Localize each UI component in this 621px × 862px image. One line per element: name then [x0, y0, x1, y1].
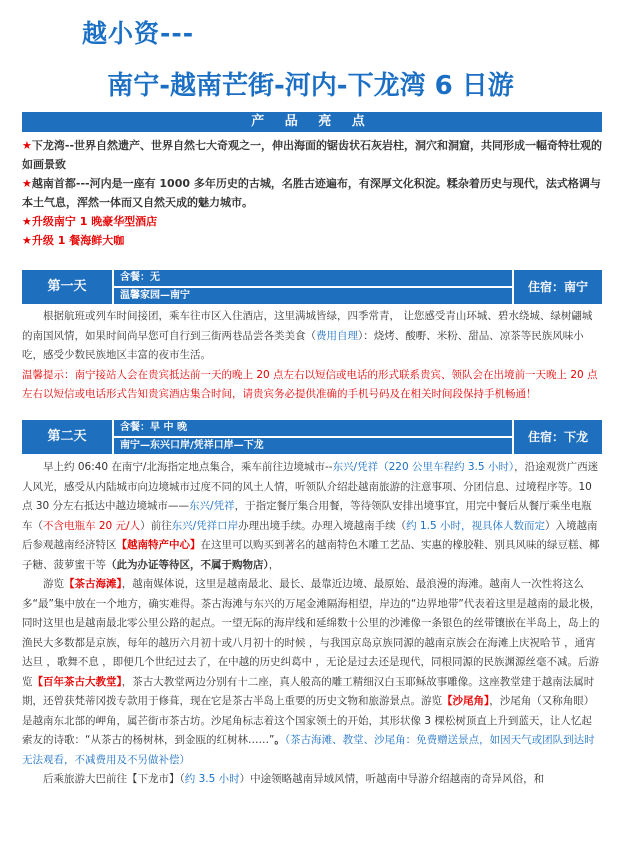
- text-segment: ，茶古大教堂两边分别有十二座，真人般高的雕工精细汉白玉耶稣故事雕像。这座教堂建于越南法属时期，还曾获梵蒂冈拨专款用于修葺，现在它是茶古半岛上重要的历史文物和旅游景点。游览: [22, 675, 595, 707]
- text-segment: 。: [274, 734, 285, 746]
- text-segment: 【越南特产中心】: [116, 539, 201, 551]
- star-icon: ★: [22, 139, 32, 152]
- text-segment: 办理出境手续。办理入境越南手续（: [238, 519, 407, 532]
- text-segment: 不含电瓶车 20 元/人: [43, 519, 141, 532]
- day2-paragraph-3: [22, 770, 602, 790]
- text-segment: 在这里可以购买到著名的越南特色木雕工艺品、实惠的橡胶鞋、别具风味的绿豆糕、椰子糖、菠萝蜜干等: [22, 539, 600, 571]
- text-segment: 东兴/凭祥口岸: [171, 519, 239, 532]
- text-segment: ，: [268, 558, 280, 571]
- day2-paragraph-1: [22, 458, 602, 575]
- day2-route: 南宁—东兴口岸/凭祥口岸—下龙: [114, 438, 512, 454]
- text-segment: （茶古海滩、教堂、沙尾角：免费赠送景点，如因天气或团队到达时无法观看，不减费用及不另做补偿）: [22, 734, 595, 766]
- day1-stay: 住宿：南宁: [514, 270, 602, 304]
- text-segment: 【百年茶古大教堂】: [32, 675, 122, 688]
- text-segment: 早上约 06:40 在南宁/北海指定地点集合，乘车前往边境城市--: [43, 461, 333, 473]
- text-segment: ，沙尾角（又称角眼）是越南东北部的岬角，属芒街市茶古坊。沙尾角标志着这个国家领土的开始，其形状像 3 棵松树顶直上升到蓝天，让人忆起索友的诗歌：“从茶古的杨树林，到金瓯的红树林……”: [22, 695, 595, 746]
- highlights-list: [22, 136, 602, 250]
- highlights-bar: 产 品 亮 点: [22, 112, 602, 132]
- day1-label: 第一天: [22, 270, 112, 304]
- text-segment: 约 3.5 小时: [184, 773, 240, 785]
- text-segment: 后乘旅游大巴前往【下龙市】（: [43, 773, 185, 785]
- brand-title: 越小资---: [82, 19, 195, 48]
- text-segment: ，越南媒体说，这里是越南最北、最长、最靠近边境、最原始、最浪漫的海滩。越南人一次性将这么多“最”集中放在一个地方，确实难得。茶古海滩与东兴的万尾金滩隔海相望，岸边的“边界地带”代表着这里是越南的最北极，同时这里也是越南最北零公里公路的起点。一望无际的海岸线和延绵数十公里的沙滩像一条银色的丝带镶嵌在半岛上，岛上的渔民大多数都是京族，每年的越历六月初十或八月初十的时候 ，与我国京岛京族同源的越南京族会在海滩上庆祝哈节 ，通宵达旦 ，歌舞不息 ，即便几个世纪过去了，在中越的历史纠葛中 ，无论是过去还是现代，同根同源的民族渊源丝毫不减。后游览: [22, 578, 601, 688]
- day2-stay: 住宿：下龙: [514, 420, 602, 454]
- text-segment: 东兴/凭祥: [189, 500, 235, 512]
- text-segment: 【茶古海滩】: [64, 578, 122, 590]
- text-segment: 约 1.5 小时，视具体人数而定: [406, 519, 545, 532]
- day2-meals: 含餐：早 中 晚: [114, 420, 512, 436]
- highlight-item: ★升级南宁 1 晚豪华型酒店: [22, 215, 158, 228]
- text-segment: ）入境越南后参观越南经济特区: [22, 519, 598, 551]
- star-icon: ★: [22, 215, 32, 228]
- highlight-item: ★下龙湾--世界自然遗产、世界自然七大奇观之一，伸出海面的锯齿状石灰岩柱，洞穴和洞窟，共同形成一幅奇特壮观的如画景致: [22, 139, 603, 171]
- day2-info: [114, 420, 512, 454]
- highlight-item: ★越南首都---河内是一座有 1000 多年历史的古城，名胜古迹遍布，有深厚文化积淀。糅杂着历史与现代，法式格调与本土气息，浑然一体而又自然天成的魅力城市。: [22, 177, 601, 209]
- day1-header: [22, 270, 602, 304]
- day2-paragraph-2: [22, 575, 602, 770]
- day1-info: [114, 270, 512, 304]
- star-icon: ★: [22, 177, 32, 190]
- text-segment: ，沿途观赏广西迷人风光，感受从内陆城市向边境城市过度不同的风土人情，听领队介绍赴越南旅游的注意事项、分团信息、过境程序等。10 点 30 分左右抵达中越边境城市——: [22, 461, 599, 512]
- day1-meals: 含餐：无: [114, 270, 512, 286]
- text-segment: ）中途领略越南异域风情，听越南中导游介绍越南的奇异风俗，和: [239, 773, 545, 785]
- route-title: 南宁-越南芒街-河内-下龙湾 6 日游: [107, 71, 514, 101]
- day2-body: [22, 458, 602, 790]
- text-segment: ，于指定餐厅集合用餐，等待领队安排出境事宜，用完中餐后从餐厅乘坐电瓶车（: [22, 500, 592, 532]
- day1-route: 温馨家园—南宁: [114, 288, 512, 304]
- highlight-item: ★升级 1 餐海鲜大咖: [22, 234, 125, 247]
- text-segment: 【沙尾角】: [442, 695, 490, 707]
- day1-tip: 温馨提示：南宁接站人会在贵宾抵达前一天的晚上 20 点左右以短信或电话的形式联系贵宾、领队会在出境前一天晚上 20 点左右以短信或电话形式告知贵宾酒店集合时间，请贵宾务必提供准确的手机号码及在相关时间段保持手机畅通！: [22, 368, 598, 400]
- text-segment: 东兴/凭祥（220 公里车程约 3.5 小时）: [332, 461, 515, 473]
- day2-label: 第二天: [22, 420, 112, 454]
- text-segment: ）前往: [140, 519, 172, 532]
- text-segment: （此为办证等待区，不属于购物店）: [106, 558, 269, 571]
- text-segment: 游览: [43, 578, 64, 590]
- day2-header: [22, 420, 602, 454]
- day1-body: [22, 307, 602, 405]
- day1-paragraph: 根据航班或列车时间接团，乘车往市区入住酒店，这里满城皆绿，四季常青， 让您感受青山环城、碧水绕城、绿树翩城的南国风情，如果时间尚早您可自行到三街两巷品尝各类美食（费用自理）：烧烤、酸嘢、米粉、甜品、凉茶等民族风味小吃，感受少数民族地区丰富的夜市生活。: [22, 310, 593, 361]
- star-icon: ★: [22, 234, 32, 247]
